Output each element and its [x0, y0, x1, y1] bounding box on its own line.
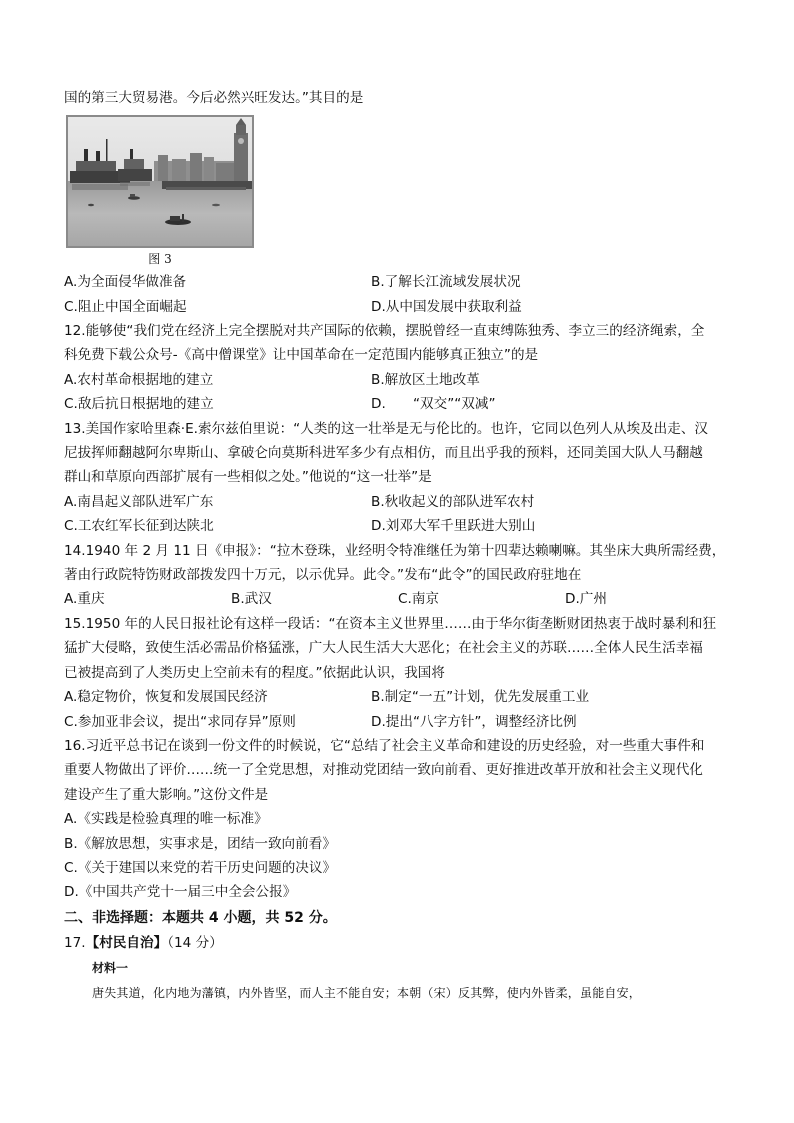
q16-option-a[interactable]: A.《实践是检验真理的唯一标准》: [64, 811, 268, 828]
q14-option-a[interactable]: A.重庆: [64, 591, 105, 608]
q15-stem-line-3: 已被提高到了人类历史上空前未有的程度。”依据此认识，我国将: [64, 664, 445, 681]
q15-option-b[interactable]: B.制定“一五”计划，优先发展重工业: [371, 689, 590, 706]
exam-page: [64, 86, 734, 1004]
q17-material-label: 材料一: [92, 960, 129, 975]
q16-option-c[interactable]: C.《关于建国以来党的若干历史问题的决议》: [64, 859, 337, 876]
q11-option-c[interactable]: C.阻止中国全面崛起: [64, 298, 187, 315]
section-title: 二、非选择题：本题共 4 小题，共 52 分。: [64, 909, 337, 926]
q13-option-d[interactable]: D.刘邓大军千里跃进大别山: [371, 518, 536, 535]
q12-options-row-1: [64, 368, 734, 392]
q11-options-row-2: [64, 295, 734, 319]
q12-options-row-2: [64, 392, 734, 416]
q15-option-c[interactable]: C.参加亚非会议，提出“求同存异”原则: [64, 713, 296, 730]
q16-option-d[interactable]: D.《中国共产党十一届三中全会公报》: [64, 884, 297, 901]
q12-stem-line-1: 12.能够使“我们党在经济上完全摆脱对共产国际的依赖，摆脱曾经一直束缚陈独秀、李立三的经济绳索，全: [64, 323, 705, 340]
q15-option-d[interactable]: D.提出“八字方针”，调整经济比例: [371, 713, 577, 730]
q16-stem-line-2: 重要人物做出了评价……统一了全党思想，对推动党团结一致向前看、更好推进改革开放和社会主义现代化: [64, 762, 703, 779]
q14-options-row: [64, 587, 734, 611]
q12-option-b[interactable]: B.解放区土地改革: [371, 371, 480, 388]
figure-3: [66, 115, 254, 270]
q17-score: （14 分）: [167, 934, 223, 951]
q11-options-row-1: [64, 270, 734, 294]
q11-stem: 国的第三大贸易港。今后必然兴旺发达。”其目的是: [64, 90, 364, 106]
q16-option-b[interactable]: B.《解放思想，实事求是，团结一致向前看》: [64, 835, 336, 852]
figure-caption: 图 3: [148, 252, 172, 267]
q13-option-b[interactable]: B.秋收起义的部队进军农村: [371, 493, 535, 510]
q14-option-b[interactable]: B.武汉: [231, 591, 272, 608]
q13-stem-line-1: 13.美国作家哈里森·E.索尔兹伯里说：“人类的这一壮举是无与伦比的。也许，它同以色列人从埃及出走、汉: [64, 420, 709, 437]
q14-option-c[interactable]: C.南京: [398, 591, 440, 608]
harbor-photo: [66, 115, 254, 248]
q15-stem-line-1: 15.1950 年的人民日报社论有这样一段话：“在资本主义世界里……由于华尔街垄断财团热衷于战时暴利和狂: [64, 615, 717, 632]
q11-option-a[interactable]: A.为全面侵华做准备: [64, 274, 187, 291]
q13-stem-line-2: 尼拔挥师翻越阿尔卑斯山、拿破仑向莫斯科进军多少有点相仿，而且出乎我的预料，还同美国大队人马翻越: [64, 445, 703, 462]
q17-number: 17.: [64, 934, 86, 951]
q11-option-d[interactable]: D.从中国发展中获取利益: [371, 298, 522, 315]
q15-stem-line-2: 猛扩大侵略，致使生活必需品价格猛涨，广大人民生活大大恶化；在社会主义的苏联……全体人民生活幸福: [64, 640, 703, 657]
q14-stem-line-1: 14.1940 年 2 月 11 日《申报》：“拉木登珠，业经明令特准继任为第十四辈达赖喇嘛。其坐床大典所需经费，: [64, 542, 726, 559]
q12-stem-line-2: 科免费下载公众号-《高中僧课堂》让中国革命在一定范围内能够真正独立”的是: [64, 347, 539, 364]
q15-options-row-2: [64, 710, 734, 734]
q17-header: [64, 931, 734, 955]
q13-option-a[interactable]: A.南昌起义部队进军广东: [64, 493, 214, 510]
q15-option-a[interactable]: A.稳定物价，恢复和发展国民经济: [64, 689, 268, 706]
q16-stem-line-1: 16.习近平总书记在谈到一份文件的时候说，它“总结了社会主义革命和建设的历史经验，对一些重大事件和: [64, 737, 705, 754]
q13-options-row-2: [64, 514, 734, 538]
q13-option-c[interactable]: C.工农红军长征到达陕北: [64, 518, 214, 535]
q15-options-row-1: [64, 685, 734, 709]
q13-options-row-1: [64, 490, 734, 514]
q16-stem-line-3: 建设产生了重大影响。”这份文件是: [64, 786, 269, 803]
q12-option-a[interactable]: A.农村革命根据地的建立: [64, 371, 214, 388]
q13-stem-line-3: 群山和草原向西部扩展有一些相似之处。”他说的“这一壮举”是: [64, 469, 432, 486]
q12-option-d[interactable]: D. “双交”“双减”: [371, 396, 496, 413]
q14-option-d[interactable]: D.广州: [565, 591, 607, 608]
q11-option-b[interactable]: B.了解长江流域发展状况: [371, 274, 521, 291]
q17-topic: 【村民自治】: [85, 934, 168, 951]
q14-stem-line-2: 著由行政院特饬财政部拨发四十万元，以示优异。此令。”发布“此令”的国民政府驻地在: [64, 567, 582, 584]
q17-material-text: 唐失其道，化内地为藩镇，内外皆坚，而人主不能自安；本朝（宋）反其弊，使内外皆柔，虽能自安，: [92, 985, 642, 1000]
q12-option-c[interactable]: C.敌后抗日根据地的建立: [64, 396, 214, 413]
